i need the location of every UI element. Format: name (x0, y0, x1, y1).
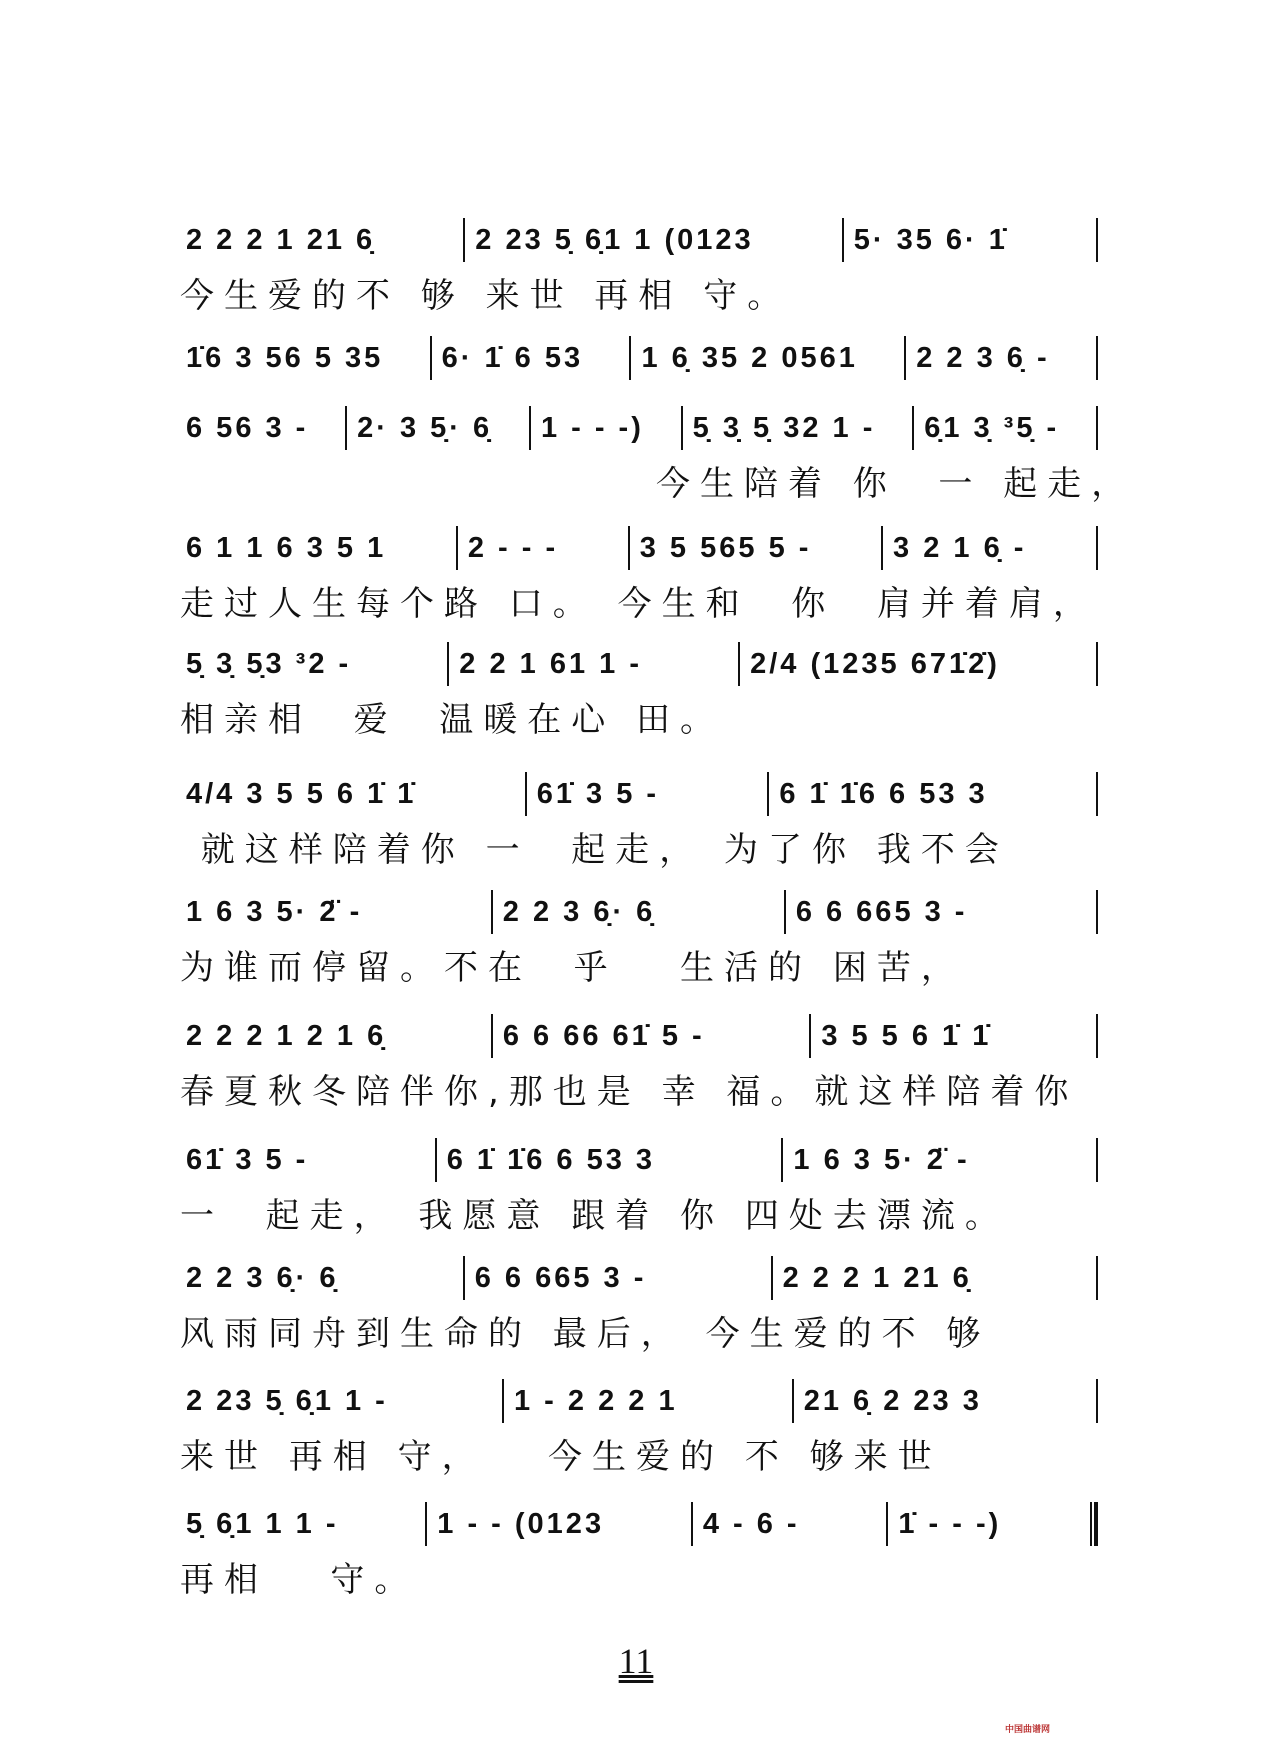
measure: 6 6 665 3 - (795, 895, 968, 928)
barline (1096, 1014, 1098, 1058)
notation-line (180, 642, 1098, 686)
staff-row (180, 1256, 1098, 1354)
measure: 6 1̇ 1̇6 6 53 3 (446, 1143, 656, 1176)
lyrics-line: 今生陪着 你 一 起走， (656, 464, 1136, 504)
measure: 2 23 5̣ 6̣1 1 - (186, 1384, 388, 1417)
notation-line (180, 772, 1098, 816)
staff-row (180, 890, 1098, 988)
notation-line (180, 1502, 1098, 1546)
lyrics-line: 为谁而停留。不在 乎 生活的 困苦， (180, 948, 965, 988)
staff-row (180, 642, 1098, 740)
measure: 2 - - - (467, 531, 559, 564)
staff-row (180, 1379, 1098, 1477)
measure: 2 2 2 1 21 6̣ (186, 223, 376, 256)
staff-row (180, 1014, 1098, 1112)
measure: 1 6 3 5· 2̈ - (793, 1143, 970, 1176)
staff-row (180, 218, 1098, 316)
staff-row (180, 526, 1098, 624)
notation-line (180, 1138, 1098, 1182)
page-number: 11 (618, 1641, 654, 1681)
lyrics-line: 再相 守。 (180, 1560, 419, 1600)
notation-line (180, 1014, 1098, 1058)
measure: 61̇ 3 5 - (536, 777, 660, 810)
measure: 2 2 1 61 1 - (459, 647, 643, 680)
notation-line (180, 336, 1098, 380)
measure: 5̣ 3̣ 5̣ 32 1 - (692, 411, 876, 444)
lyrics-line: 来世 再相 守， 今生爱的 不 够来世 (180, 1437, 942, 1477)
measure: 6 6 665 3 - (474, 1261, 647, 1294)
lyrics-line: 今生爱的不 够 来世 再相 守。 (180, 276, 792, 316)
measure: 1 6̣ 35 2 0561 (641, 341, 858, 374)
watermark-text: 中国曲谱网 (1005, 1724, 1051, 1734)
lyrics-line: 相亲相 爱 温暖在心 田。 (180, 700, 725, 740)
measure: 6̣1 3̣ ³5̣ - (924, 411, 1060, 444)
measure: 21 6̣ 2 23 3 (803, 1384, 982, 1417)
barline (1096, 1256, 1098, 1300)
notation-line (180, 1256, 1098, 1300)
staff-row (180, 406, 1136, 504)
notation-line (180, 1379, 1098, 1423)
measure: 5̣ 6̣1 1 1 - (186, 1507, 339, 1540)
final-barline (1090, 1502, 1098, 1546)
measure: 1 6 3 5· 2̈ - (186, 895, 363, 928)
measure: 6 1̇ 1̇6 6 53 3 (779, 777, 988, 810)
measure: 5· 35 6· 1̇ (853, 223, 1008, 256)
measure: 6· 1̇ 6 53 (441, 341, 584, 374)
measure: 5̣ 3̣ 5̣3 ³2 - (186, 647, 352, 680)
watermark (1005, 1722, 1050, 1735)
barline (1096, 1379, 1098, 1423)
barline (1096, 218, 1098, 262)
barline (1096, 1138, 1098, 1182)
notation-line (180, 890, 1098, 934)
barline (1096, 336, 1098, 380)
staff-row (180, 1502, 1098, 1600)
measure: 1̇6 3 56 5 35 (186, 341, 384, 374)
staff-row (180, 336, 1098, 380)
staff-row (180, 772, 1098, 870)
lyrics-line: 风雨同舟到生命的 最后， 今生爱的不 够 (180, 1314, 991, 1354)
measure: 4/4 3 5 5 6 1̇ 1̇ (186, 777, 417, 810)
barline (1096, 890, 1098, 934)
barline (1096, 642, 1098, 686)
notation-line (180, 406, 1098, 450)
measure: 2· 3 5̣· 6̣ (357, 411, 493, 444)
lyrics-line: 一 起走， 我愿意 跟着 你 四处去漂流。 (180, 1196, 1009, 1236)
measure: 61̇ 3 5 - (186, 1143, 309, 1176)
measure: 1 - - -) (540, 411, 644, 444)
measure: 2 2 3 6̣· 6̣ (502, 895, 656, 928)
barline (1096, 406, 1098, 450)
measure: 6 6 66 61̇ 5 - (502, 1019, 705, 1052)
measure: 3 5 5 6 1̇ 1̇ (821, 1019, 992, 1052)
measure: 4 - 6 - (702, 1507, 800, 1540)
measure: 2 23 5̣ 6̣1 1 (0123 (475, 223, 754, 256)
measure: 1̇ - - -) (898, 1507, 1002, 1540)
lyrics-line: 走过人生每个路 口。 今生和 你 肩并着肩， (180, 584, 1097, 624)
measure: 2/4 (1235 671̇2̇) (750, 647, 1000, 680)
measure: 1 - 2 2 2 1 (513, 1384, 678, 1417)
measure: 2 2 2 1 2 1 6̣ (186, 1019, 387, 1052)
measure: 2 2 3 6̣· 6̣ (186, 1261, 339, 1294)
measure: 6 56 3 - (186, 411, 309, 444)
measure: 3 5 565 5 - (639, 531, 812, 564)
barline (1096, 772, 1098, 816)
lyrics-line: 春夏秋冬陪伴你,那也是 幸 福。就这样陪着你 (180, 1072, 1079, 1112)
measure: 2 2 2 1 21 6̣ (782, 1261, 972, 1294)
lyrics-line: 就这样陪着你 一 起走， 为了你 我不会 (180, 830, 1009, 870)
notation-line (180, 526, 1098, 570)
staff-row (180, 1138, 1098, 1236)
notation-line (180, 218, 1098, 262)
measure: 3 2 1 6̣ - (893, 531, 1027, 564)
barline (1096, 526, 1098, 570)
measure: 1 - - (0123 (437, 1507, 605, 1540)
measure: 2 2 3 6̣ - (916, 341, 1050, 374)
measure: 6 1 1 6 3 5 1 (186, 531, 387, 564)
